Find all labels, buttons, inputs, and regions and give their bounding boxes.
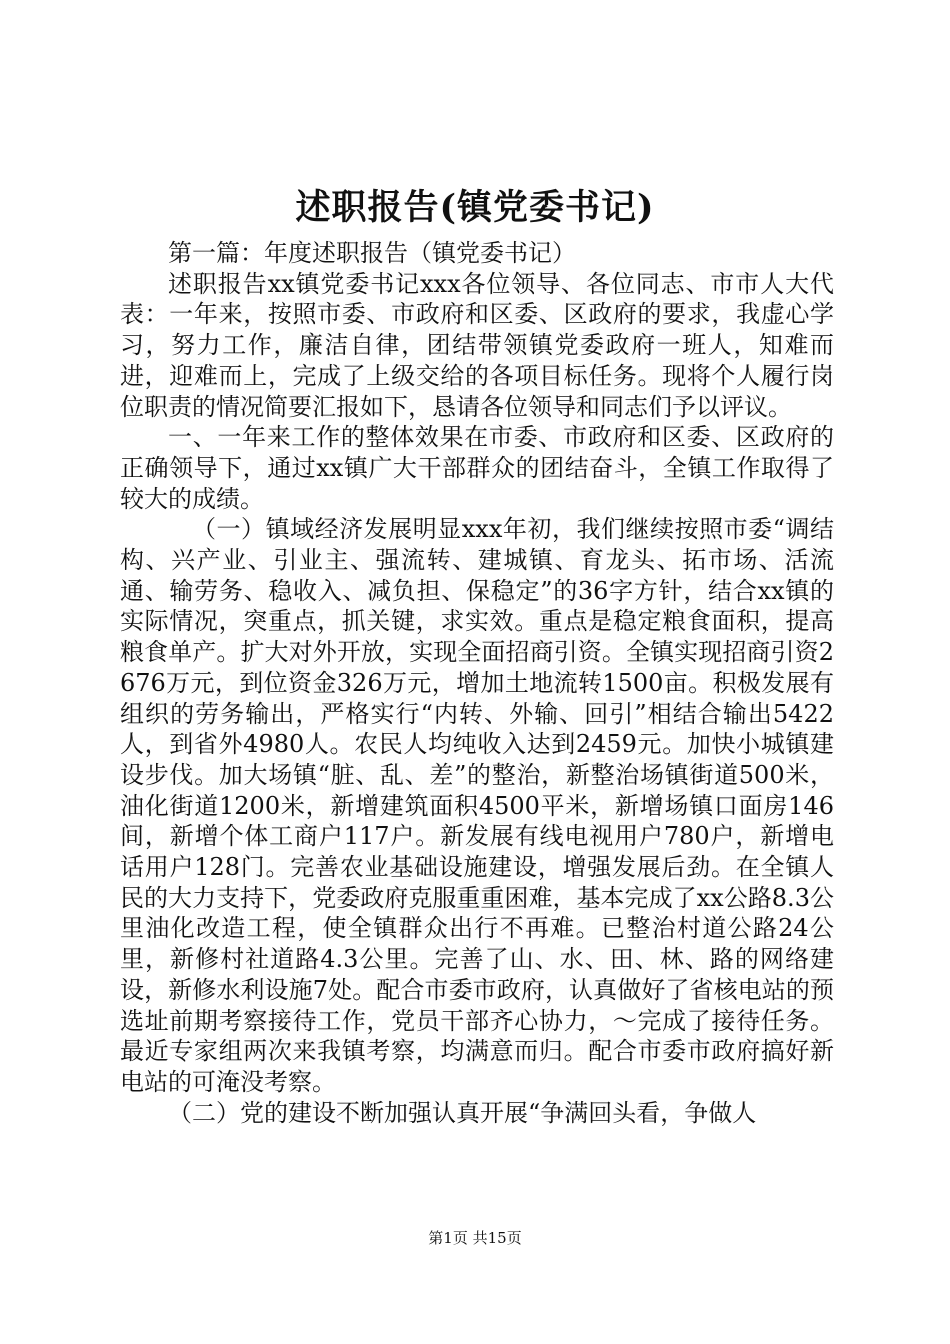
paragraph-overall-effect: 一、一年来工作的整体效果在市委、市政府和区委、区政府的正确领导下，通过xx镇广大干部群众的团结奋斗，全镇工作取得了较大的成绩。 [120, 423, 834, 513]
document-title: 述职报告(镇党委书记) [295, 187, 655, 228]
page-number-footer: 第1页 共15页 [428, 1229, 522, 1247]
paragraph-section-heading: 第一篇：年度述职报告（镇党委书记） [168, 239, 576, 267]
paragraph-opening: 述职报告xx镇党委书记xxx各位领导、各位同志、市市人大代表：一年来，按照市委、市政府和区委、区政府的要求，我虚心学习，努力工作，廉洁自律，团结带领镇党委政府一班人，知难而进，迎难而上，完成了上级交给的各项目标任务。现将个人履行岗位职责的情况简要汇报如下，恳请各位领导和同志们予以评议。 [120, 269, 834, 421]
paragraph-economic-development: （一）镇域经济发展明显xxx年初，我们继续按照市委“调结构、兴产业、引业主、强流转、建城镇、育龙头、拓市场、活流通、输劳务、稳收入、减负担、保稳定”的36字方针，结合xx镇的实际情况，突重点，抓关键，求实效。重点是稳定粮食面积，提高粮食单产。扩大对外开放，实现全面招商引资。全镇实现招商引资2676万元，到位资金326万元，增加土地流转1500亩。积极发展有组织的劳务输出，严格实行“内转、外输、回引”相结合输出5422人，到省外4980人。农民人均纯收入达到2459元。加快小城镇建设步伐。加大场镇“脏、乱、差”的整治，新整治场镇街道500米，油化街道1200米，新增建筑面积4500平米，新增场镇口面房146间，新增个体工商户117户。新发展有线电视用户780户，新增电话用户128门。完善农业基础设施建设，增强发展后劲。在全镇人民的大力支持下，党委政府克服重重困难，基本完成了xx公路8.3公里油化改造工程，使全镇群众出行不再难。已整治村道公路24公里，新修村社道路4.3公里。完善了山、水、田、林、路的网络建设，新修水利设施7处。配合市委市政府，认真做好了省核电站的预选址前期考察接待工作，党员干部齐心协力，～完成了接待任务。最近专家组两次来我镇考察，均满意而归。配合市委市政府搞好新电站的可淹没考察。 [120, 515, 834, 1096]
paragraph-party-building: （二）党的建设不断加强认真开展“争满回头看，争做人 [168, 1098, 757, 1127]
document-body [120, 238, 834, 1128]
